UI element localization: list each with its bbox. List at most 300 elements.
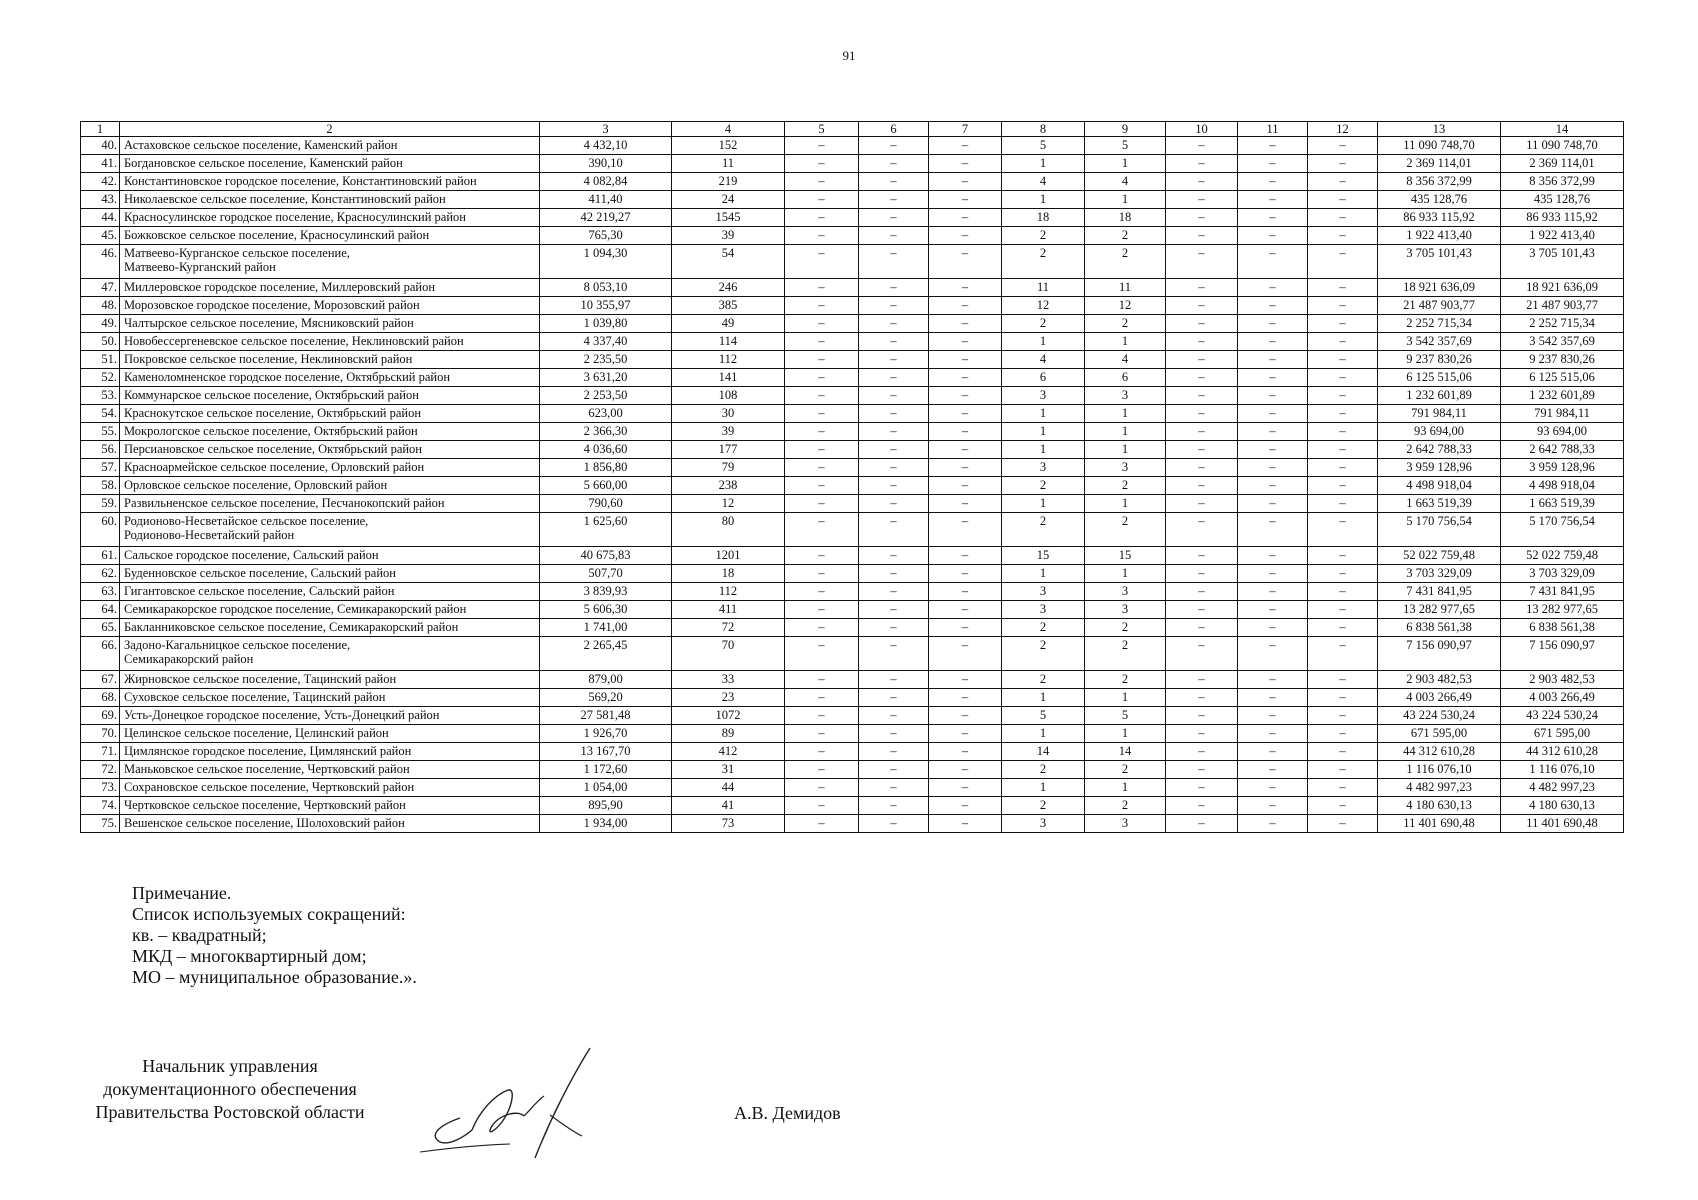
cell-c12: – bbox=[1308, 689, 1378, 707]
settlement-name-line: Коммунарское сельское поселение, Октябрьский район bbox=[124, 388, 419, 402]
settlement-name bbox=[120, 173, 540, 191]
cell-c4: 12 bbox=[672, 495, 785, 513]
cell-c6: – bbox=[859, 583, 929, 601]
cell-c6: – bbox=[859, 689, 929, 707]
table-row bbox=[81, 297, 1624, 315]
row-number: 70. bbox=[81, 725, 120, 743]
table-row bbox=[81, 191, 1624, 209]
cell-c9: 1 bbox=[1085, 405, 1166, 423]
settlement-name bbox=[120, 369, 540, 387]
cell-c13: 6 838 561,38 bbox=[1378, 619, 1501, 637]
cell-c11: – bbox=[1238, 245, 1308, 279]
settlement-name bbox=[120, 227, 540, 245]
row-number: 45. bbox=[81, 227, 120, 245]
cell-c14: 4 003 266,49 bbox=[1501, 689, 1624, 707]
cell-c11: – bbox=[1238, 333, 1308, 351]
cell-c12: – bbox=[1308, 333, 1378, 351]
cell-c7: – bbox=[929, 315, 1002, 333]
cell-c14: 52 022 759,48 bbox=[1501, 547, 1624, 565]
cell-c3: 2 235,50 bbox=[540, 351, 672, 369]
cell-c11: – bbox=[1238, 227, 1308, 245]
cell-c6: – bbox=[859, 779, 929, 797]
row-number: 53. bbox=[81, 387, 120, 405]
cell-c13: 93 694,00 bbox=[1378, 423, 1501, 441]
settlement-name bbox=[120, 191, 540, 209]
cell-c7: – bbox=[929, 495, 1002, 513]
cell-c6: – bbox=[859, 333, 929, 351]
cell-c6: – bbox=[859, 707, 929, 725]
cell-c5: – bbox=[785, 725, 859, 743]
settlement-name bbox=[120, 619, 540, 637]
cell-c4: 112 bbox=[672, 351, 785, 369]
cell-c10: – bbox=[1166, 495, 1238, 513]
settlement-name bbox=[120, 689, 540, 707]
settlement-name-line: Мокрологское сельское поселение, Октябрьский район bbox=[124, 424, 418, 438]
cell-c14: 4 482 997,23 bbox=[1501, 779, 1624, 797]
row-number: 44. bbox=[81, 209, 120, 227]
cell-c7: – bbox=[929, 405, 1002, 423]
cell-c12: – bbox=[1308, 279, 1378, 297]
row-number: 73. bbox=[81, 779, 120, 797]
cell-c6: – bbox=[859, 761, 929, 779]
cell-c5: – bbox=[785, 459, 859, 477]
page-number: 91 bbox=[842, 48, 856, 63]
settlement-name-line: Красносулинское городское поселение, Красносулинский район bbox=[124, 210, 466, 224]
row-number: 61. bbox=[81, 547, 120, 565]
cell-c7: – bbox=[929, 441, 1002, 459]
column-header-10: 10 bbox=[1166, 122, 1238, 137]
settlement-name-line: Маньковское сельское поселение, Чертковский район bbox=[124, 762, 410, 776]
cell-c14: 1 232 601,89 bbox=[1501, 387, 1624, 405]
cell-c6: – bbox=[859, 423, 929, 441]
cell-c9: 14 bbox=[1085, 743, 1166, 761]
row-number: 74. bbox=[81, 797, 120, 815]
cell-c9: 2 bbox=[1085, 513, 1166, 547]
note-line: кв. – квадратный; bbox=[132, 925, 267, 945]
cell-c11: – bbox=[1238, 351, 1308, 369]
note-heading: Примечание. bbox=[132, 883, 232, 903]
column-header-11: 11 bbox=[1238, 122, 1308, 137]
cell-c3: 895,90 bbox=[540, 797, 672, 815]
settlement-name-line: Морозовское городское поселение, Морозовский район bbox=[124, 298, 420, 312]
settlement-name bbox=[120, 815, 540, 833]
cell-c10: – bbox=[1166, 245, 1238, 279]
cell-c12: – bbox=[1308, 637, 1378, 671]
cell-c3: 1 172,60 bbox=[540, 761, 672, 779]
cell-c8: 3 bbox=[1002, 459, 1085, 477]
table-row bbox=[81, 725, 1624, 743]
cell-c3: 1 054,00 bbox=[540, 779, 672, 797]
settlement-name bbox=[120, 779, 540, 797]
cell-c3: 4 082,84 bbox=[540, 173, 672, 191]
row-number: 63. bbox=[81, 583, 120, 601]
cell-c8: 12 bbox=[1002, 297, 1085, 315]
cell-c4: 79 bbox=[672, 459, 785, 477]
cell-c12: – bbox=[1308, 513, 1378, 547]
cell-c6: – bbox=[859, 369, 929, 387]
cell-c6: – bbox=[859, 191, 929, 209]
row-number: 62. bbox=[81, 565, 120, 583]
cell-c7: – bbox=[929, 707, 1002, 725]
settlement-name-line: Задоно-Кагальницкое сельское поселение, bbox=[124, 638, 351, 652]
cell-c8: 4 bbox=[1002, 351, 1085, 369]
cell-c4: 31 bbox=[672, 761, 785, 779]
cell-c5: – bbox=[785, 513, 859, 547]
cell-c6: – bbox=[859, 351, 929, 369]
cell-c4: 411 bbox=[672, 601, 785, 619]
cell-c7: – bbox=[929, 279, 1002, 297]
cell-c11: – bbox=[1238, 637, 1308, 671]
cell-c14: 435 128,76 bbox=[1501, 191, 1624, 209]
table-row bbox=[81, 137, 1624, 155]
cell-c6: – bbox=[859, 209, 929, 227]
cell-c6: – bbox=[859, 619, 929, 637]
cell-c5: – bbox=[785, 387, 859, 405]
table-row bbox=[81, 155, 1624, 173]
table-row bbox=[81, 797, 1624, 815]
cell-c7: – bbox=[929, 297, 1002, 315]
cell-c13: 435 128,76 bbox=[1378, 191, 1501, 209]
cell-c9: 1 bbox=[1085, 495, 1166, 513]
cell-c13: 43 224 530,24 bbox=[1378, 707, 1501, 725]
row-number: 57. bbox=[81, 459, 120, 477]
cell-c8: 1 bbox=[1002, 495, 1085, 513]
cell-c6: – bbox=[859, 227, 929, 245]
cell-c4: 80 bbox=[672, 513, 785, 547]
cell-c11: – bbox=[1238, 779, 1308, 797]
cell-c9: 3 bbox=[1085, 583, 1166, 601]
settlement-name bbox=[120, 547, 540, 565]
cell-c6: – bbox=[859, 405, 929, 423]
table-row bbox=[81, 815, 1624, 833]
cell-c8: 1 bbox=[1002, 441, 1085, 459]
table-row bbox=[81, 423, 1624, 441]
cell-c8: 2 bbox=[1002, 797, 1085, 815]
row-number: 64. bbox=[81, 601, 120, 619]
cell-c10: – bbox=[1166, 351, 1238, 369]
cell-c8: 2 bbox=[1002, 477, 1085, 495]
cell-c10: – bbox=[1166, 779, 1238, 797]
cell-c12: – bbox=[1308, 707, 1378, 725]
cell-c9: 1 bbox=[1085, 333, 1166, 351]
cell-c12: – bbox=[1308, 423, 1378, 441]
cell-c14: 6 125 515,06 bbox=[1501, 369, 1624, 387]
cell-c10: – bbox=[1166, 619, 1238, 637]
cell-c3: 790,60 bbox=[540, 495, 672, 513]
row-number: 50. bbox=[81, 333, 120, 351]
column-header-6: 6 bbox=[859, 122, 929, 137]
cell-c12: – bbox=[1308, 441, 1378, 459]
cell-c9: 3 bbox=[1085, 601, 1166, 619]
cell-c5: – bbox=[785, 689, 859, 707]
cell-c14: 8 356 372,99 bbox=[1501, 173, 1624, 191]
cell-c4: 1201 bbox=[672, 547, 785, 565]
cell-c4: 219 bbox=[672, 173, 785, 191]
settlement-name bbox=[120, 513, 540, 547]
cell-c9: 15 bbox=[1085, 547, 1166, 565]
cell-c9: 3 bbox=[1085, 387, 1166, 405]
table-row bbox=[81, 689, 1624, 707]
row-number: 69. bbox=[81, 707, 120, 725]
cell-c3: 879,00 bbox=[540, 671, 672, 689]
table-row bbox=[81, 441, 1624, 459]
cell-c8: 1 bbox=[1002, 333, 1085, 351]
cell-c13: 21 487 903,77 bbox=[1378, 297, 1501, 315]
table-row bbox=[81, 459, 1624, 477]
cell-c4: 141 bbox=[672, 369, 785, 387]
cell-c13: 1 663 519,39 bbox=[1378, 495, 1501, 513]
cell-c8: 3 bbox=[1002, 387, 1085, 405]
note-block bbox=[132, 883, 417, 988]
settlement-name-line: Семикаракорское городское поселение, Семикаракорский район bbox=[124, 602, 467, 616]
signatory-name: А.В. Демидов bbox=[734, 1103, 841, 1123]
cell-c3: 569,20 bbox=[540, 689, 672, 707]
cell-c10: – bbox=[1166, 459, 1238, 477]
row-number: 47. bbox=[81, 279, 120, 297]
settlement-name bbox=[120, 387, 540, 405]
settlement-name bbox=[120, 297, 540, 315]
table-row bbox=[81, 245, 1624, 279]
cell-c9: 2 bbox=[1085, 227, 1166, 245]
cell-c6: – bbox=[859, 441, 929, 459]
settlement-name bbox=[120, 209, 540, 227]
cell-c6: – bbox=[859, 547, 929, 565]
cell-c10: – bbox=[1166, 725, 1238, 743]
cell-c7: – bbox=[929, 513, 1002, 547]
cell-c14: 93 694,00 bbox=[1501, 423, 1624, 441]
cell-c7: – bbox=[929, 459, 1002, 477]
cell-c12: – bbox=[1308, 227, 1378, 245]
data-table bbox=[80, 121, 1624, 833]
cell-c4: 39 bbox=[672, 423, 785, 441]
cell-c9: 4 bbox=[1085, 351, 1166, 369]
cell-c6: – bbox=[859, 173, 929, 191]
cell-c14: 1 922 413,40 bbox=[1501, 227, 1624, 245]
table-row bbox=[81, 601, 1624, 619]
cell-c7: – bbox=[929, 155, 1002, 173]
cell-c13: 3 542 357,69 bbox=[1378, 333, 1501, 351]
column-header-3: 3 bbox=[540, 122, 672, 137]
cell-c5: – bbox=[785, 441, 859, 459]
settlement-name-line: Каменоломненское городское поселение, Октябрьский район bbox=[124, 370, 451, 384]
cell-c11: – bbox=[1238, 155, 1308, 173]
settlement-name-line: Вешенское сельское поселение, Шолоховский район bbox=[124, 816, 405, 830]
cell-c14: 3 542 357,69 bbox=[1501, 333, 1624, 351]
cell-c7: – bbox=[929, 173, 1002, 191]
row-number: 49. bbox=[81, 315, 120, 333]
settlement-name-line: Жирновское сельское поселение, Тацинский район bbox=[124, 672, 397, 686]
cell-c5: – bbox=[785, 671, 859, 689]
cell-c14: 2 903 482,53 bbox=[1501, 671, 1624, 689]
settlement-name-line: Чертковское сельское поселение, Чертковский район bbox=[124, 798, 406, 812]
cell-c9: 2 bbox=[1085, 619, 1166, 637]
cell-c13: 18 921 636,09 bbox=[1378, 279, 1501, 297]
cell-c10: – bbox=[1166, 583, 1238, 601]
cell-c9: 11 bbox=[1085, 279, 1166, 297]
settlement-name bbox=[120, 405, 540, 423]
settlement-name-line: Цимлянское городское поселение, Цимлянский район bbox=[124, 744, 412, 758]
cell-c4: 238 bbox=[672, 477, 785, 495]
cell-c8: 4 bbox=[1002, 173, 1085, 191]
cell-c13: 4 498 918,04 bbox=[1378, 477, 1501, 495]
cell-c8: 3 bbox=[1002, 583, 1085, 601]
cell-c5: – bbox=[785, 619, 859, 637]
cell-c3: 1 039,80 bbox=[540, 315, 672, 333]
settlement-name bbox=[120, 245, 540, 279]
cell-c5: – bbox=[785, 173, 859, 191]
cell-c9: 2 bbox=[1085, 637, 1166, 671]
settlement-name bbox=[120, 743, 540, 761]
cell-c5: – bbox=[785, 495, 859, 513]
cell-c4: 412 bbox=[672, 743, 785, 761]
cell-c5: – bbox=[785, 279, 859, 297]
cell-c8: 2 bbox=[1002, 513, 1085, 547]
cell-c7: – bbox=[929, 423, 1002, 441]
cell-c13: 7 431 841,95 bbox=[1378, 583, 1501, 601]
cell-c13: 2 642 788,33 bbox=[1378, 441, 1501, 459]
row-number: 59. bbox=[81, 495, 120, 513]
cell-c3: 1 094,30 bbox=[540, 245, 672, 279]
cell-c7: – bbox=[929, 351, 1002, 369]
cell-c13: 44 312 610,28 bbox=[1378, 743, 1501, 761]
cell-c13: 2 369 114,01 bbox=[1378, 155, 1501, 173]
cell-c12: – bbox=[1308, 315, 1378, 333]
cell-c13: 791 984,11 bbox=[1378, 405, 1501, 423]
cell-c7: – bbox=[929, 477, 1002, 495]
cell-c11: – bbox=[1238, 725, 1308, 743]
cell-c13: 11 401 690,48 bbox=[1378, 815, 1501, 833]
cell-c6: – bbox=[859, 797, 929, 815]
cell-c5: – bbox=[785, 227, 859, 245]
settlement-name-line: Семикаракорский район bbox=[124, 652, 254, 666]
cell-c4: 73 bbox=[672, 815, 785, 833]
cell-c8: 1 bbox=[1002, 565, 1085, 583]
cell-c11: – bbox=[1238, 297, 1308, 315]
cell-c9: 2 bbox=[1085, 797, 1166, 815]
settlement-name bbox=[120, 279, 540, 297]
cell-c11: – bbox=[1238, 279, 1308, 297]
cell-c7: – bbox=[929, 245, 1002, 279]
cell-c11: – bbox=[1238, 797, 1308, 815]
cell-c3: 1 741,00 bbox=[540, 619, 672, 637]
cell-c5: – bbox=[785, 369, 859, 387]
cell-c9: 2 bbox=[1085, 671, 1166, 689]
cell-c7: – bbox=[929, 227, 1002, 245]
table-row bbox=[81, 369, 1624, 387]
cell-c10: – bbox=[1166, 477, 1238, 495]
cell-c3: 411,40 bbox=[540, 191, 672, 209]
cell-c3: 42 219,27 bbox=[540, 209, 672, 227]
cell-c6: – bbox=[859, 815, 929, 833]
row-number: 51. bbox=[81, 351, 120, 369]
cell-c8: 2 bbox=[1002, 671, 1085, 689]
column-header-4: 4 bbox=[672, 122, 785, 137]
cell-c12: – bbox=[1308, 297, 1378, 315]
cell-c8: 5 bbox=[1002, 707, 1085, 725]
cell-c13: 2 252 715,34 bbox=[1378, 315, 1501, 333]
cell-c8: 2 bbox=[1002, 761, 1085, 779]
cell-c5: – bbox=[785, 333, 859, 351]
cell-c9: 2 bbox=[1085, 477, 1166, 495]
cell-c12: – bbox=[1308, 619, 1378, 637]
table-row bbox=[81, 495, 1624, 513]
column-header-5: 5 bbox=[785, 122, 859, 137]
cell-c11: – bbox=[1238, 689, 1308, 707]
cell-c13: 3 705 101,43 bbox=[1378, 245, 1501, 279]
row-number: 71. bbox=[81, 743, 120, 761]
cell-c6: – bbox=[859, 387, 929, 405]
cell-c5: – bbox=[785, 761, 859, 779]
cell-c9: 2 bbox=[1085, 245, 1166, 279]
cell-c12: – bbox=[1308, 495, 1378, 513]
cell-c6: – bbox=[859, 315, 929, 333]
cell-c5: – bbox=[785, 351, 859, 369]
settlement-name-line: Суховское сельское поселение, Тацинский район bbox=[124, 690, 386, 704]
cell-c13: 5 170 756,54 bbox=[1378, 513, 1501, 547]
cell-c12: – bbox=[1308, 815, 1378, 833]
column-header-14: 14 bbox=[1501, 122, 1624, 137]
cell-c12: – bbox=[1308, 547, 1378, 565]
column-header-12: 12 bbox=[1308, 122, 1378, 137]
row-number: 48. bbox=[81, 297, 120, 315]
settlement-name-line: Чалтырское сельское поселение, Мясниковский район bbox=[124, 316, 414, 330]
cell-c8: 14 bbox=[1002, 743, 1085, 761]
row-number: 66. bbox=[81, 637, 120, 671]
table-row bbox=[81, 513, 1624, 547]
cell-c10: – bbox=[1166, 815, 1238, 833]
handwritten-signature bbox=[420, 1040, 640, 1160]
cell-c6: – bbox=[859, 637, 929, 671]
cell-c8: 2 bbox=[1002, 619, 1085, 637]
cell-c10: – bbox=[1166, 191, 1238, 209]
cell-c14: 2 252 715,34 bbox=[1501, 315, 1624, 333]
cell-c10: – bbox=[1166, 547, 1238, 565]
cell-c8: 15 bbox=[1002, 547, 1085, 565]
cell-c13: 1 232 601,89 bbox=[1378, 387, 1501, 405]
settlement-name-line: Гигантовское сельское поселение, Сальский район bbox=[124, 584, 395, 598]
settlement-name-line: Новобессергеневское сельское поселение, Неклиновский район bbox=[124, 334, 464, 348]
row-number: 40. bbox=[81, 137, 120, 155]
row-number: 42. bbox=[81, 173, 120, 191]
settlement-name-line: Краснокутское сельское поселение, Октябрьский район bbox=[124, 406, 422, 420]
cell-c10: – bbox=[1166, 513, 1238, 547]
cell-c10: – bbox=[1166, 137, 1238, 155]
table-row bbox=[81, 405, 1624, 423]
cell-c12: – bbox=[1308, 797, 1378, 815]
cell-c14: 7 156 090,97 bbox=[1501, 637, 1624, 671]
cell-c12: – bbox=[1308, 351, 1378, 369]
cell-c6: – bbox=[859, 245, 929, 279]
cell-c14: 9 237 830,26 bbox=[1501, 351, 1624, 369]
cell-c14: 2 369 114,01 bbox=[1501, 155, 1624, 173]
cell-c9: 1 bbox=[1085, 441, 1166, 459]
cell-c3: 3 631,20 bbox=[540, 369, 672, 387]
cell-c14: 791 984,11 bbox=[1501, 405, 1624, 423]
cell-c7: – bbox=[929, 689, 1002, 707]
table-row bbox=[81, 619, 1624, 637]
row-number: 56. bbox=[81, 441, 120, 459]
cell-c6: – bbox=[859, 459, 929, 477]
cell-c10: – bbox=[1166, 387, 1238, 405]
cell-c6: – bbox=[859, 137, 929, 155]
cell-c11: – bbox=[1238, 761, 1308, 779]
cell-c4: 41 bbox=[672, 797, 785, 815]
cell-c3: 10 355,97 bbox=[540, 297, 672, 315]
cell-c14: 11 090 748,70 bbox=[1501, 137, 1624, 155]
settlement-name-line: Миллеровское городское поселение, Миллеровский район bbox=[124, 280, 436, 294]
cell-c5: – bbox=[785, 209, 859, 227]
cell-c9: 6 bbox=[1085, 369, 1166, 387]
